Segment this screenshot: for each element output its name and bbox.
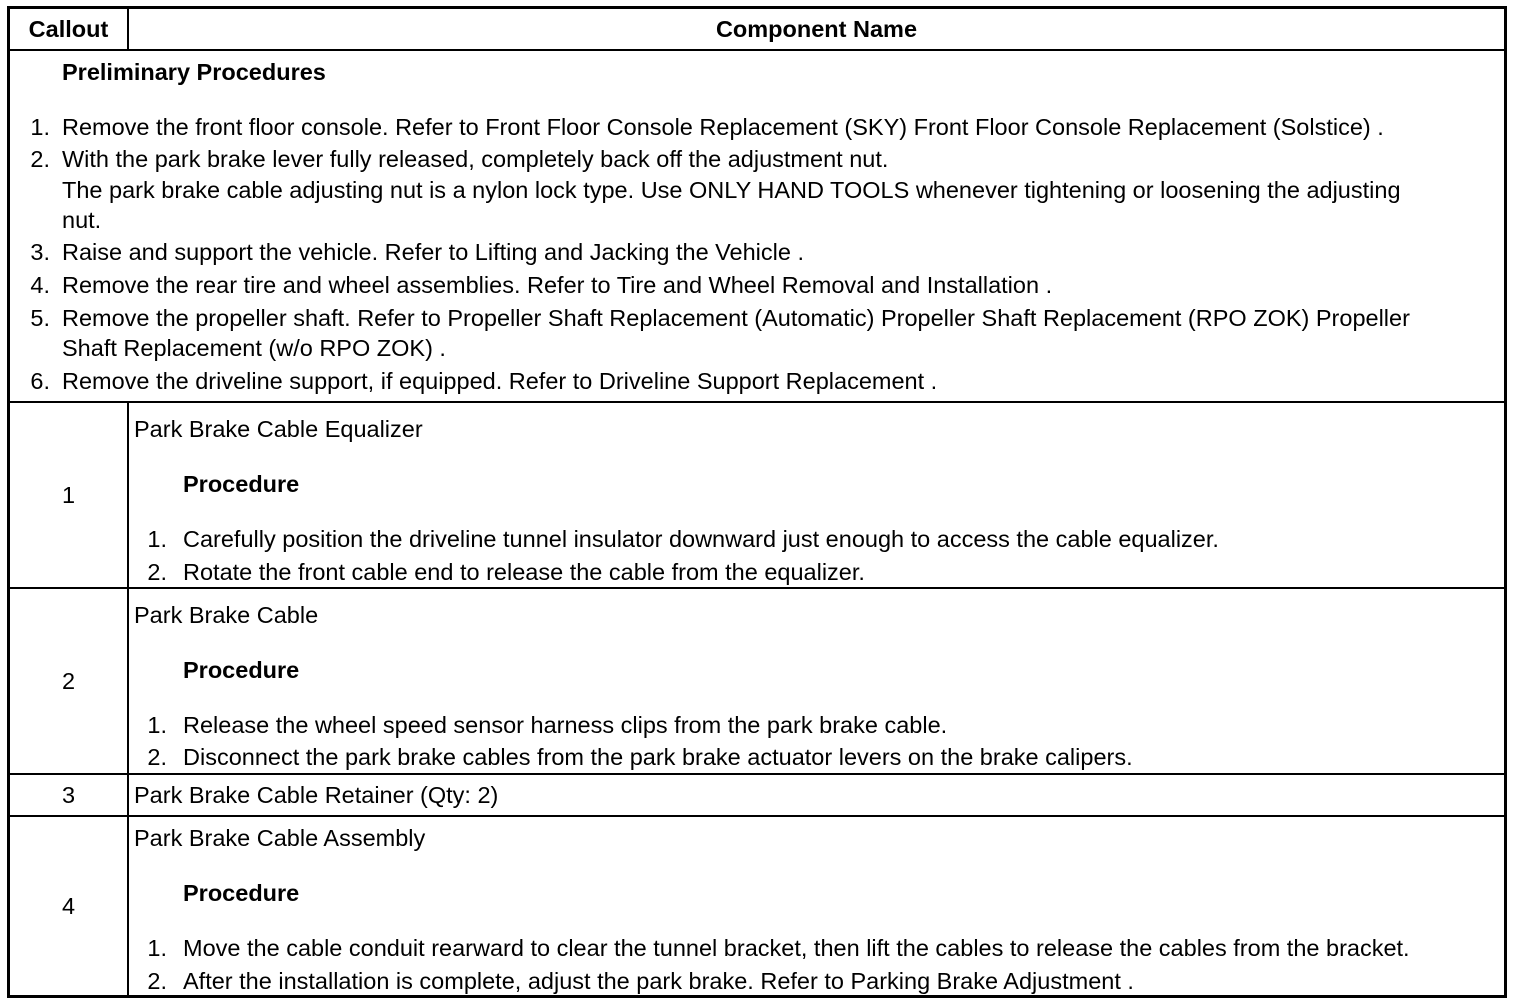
table-row [10, 403, 1504, 587]
prelim-step-text: Remove the driveline support, if equipped. Refer to Driveline Support Replacement . [62, 368, 938, 394]
procedure-step-text: After the installation is complete, adjust the park brake. Refer to Parking Brake Adjustment . [183, 968, 1134, 994]
procedure-step-text: Carefully position the driveline tunnel insulator downward just enough to access the cable equalizer. [183, 526, 1219, 552]
prelim-step-text: With the park brake lever fully released, completely back off the adjustment nut. [62, 146, 889, 172]
procedure-step-number: 2. [147, 744, 167, 770]
prelim-step-text: The park brake cable adjusting nut is a nylon lock type. Use ONLY HAND TOOLS whenever tightening or loosening the adjusting [62, 177, 1401, 203]
table-row [10, 817, 1504, 995]
prelim-step-text: Remove the front floor console. Refer to Front Floor Console Replacement (SKY) Front Floor Console Replacement (Solstice) . [62, 114, 1384, 140]
prelim-step-number: 5. [30, 305, 50, 331]
prelim-step-text: Raise and support the vehicle. Refer to Lifting and Jacking the Vehicle . [62, 239, 805, 265]
procedure-title: Procedure [183, 657, 300, 683]
procedure-step-text: Move the cable conduit rearward to clear the tunnel bracket, then lift the cables to release the cables from the bracket. [183, 935, 1410, 961]
header-callout: Callout [28, 16, 109, 42]
callout-number: 3 [61, 781, 76, 808]
prelim-step-text: Remove the rear tire and wheel assemblies. Refer to Tire and Wheel Removal and Installation . [62, 272, 1053, 298]
prelim-step-number: 2. [30, 146, 50, 172]
prelim-step-number: 6. [30, 368, 50, 394]
procedure-step-text: Rotate the front cable end to release the cable from the equalizer. [183, 559, 865, 585]
component-name: Park Brake Cable Equalizer [134, 416, 423, 442]
table-row [10, 589, 1504, 773]
preliminary-section [10, 51, 1504, 401]
prelim-step-number: 3. [30, 239, 50, 265]
procedure-step-text: Release the wheel speed sensor harness clips from the park brake cable. [183, 712, 948, 738]
callout-number: 4 [61, 892, 76, 919]
procedure-step-text: Disconnect the park brake cables from the park brake actuator levers on the brake calipers. [183, 744, 1133, 770]
procedure-step-number: 1. [147, 935, 167, 961]
procedure-step-number: 2. [147, 559, 167, 585]
callout-number: 1 [61, 481, 76, 508]
procedure-table [7, 6, 1507, 998]
header-component-name: Component Name [127, 9, 1504, 49]
table-row [10, 775, 1504, 815]
prelim-step-number: 1. [30, 114, 50, 140]
prelim-step-text: Remove the propeller shaft. Refer to Propeller Shaft Replacement (Automatic) Propeller Shaft Replacement (RPO ZOK) Propeller [62, 305, 1410, 331]
procedure-title: Procedure [183, 880, 300, 906]
prelim-step-text: Shaft Replacement (w/o RPO ZOK) . [62, 335, 446, 361]
procedure-title: Procedure [183, 471, 300, 497]
procedure-step-number: 2. [147, 968, 167, 994]
component-name: Park Brake Cable Assembly [134, 825, 426, 851]
procedure-step-number: 1. [147, 526, 167, 552]
component-name: Park Brake Cable Retainer (Qty: 2) [134, 782, 499, 808]
procedure-step-number: 1. [147, 712, 167, 738]
callout-number: 2 [61, 667, 76, 694]
preliminary-title: Preliminary Procedures [62, 59, 326, 85]
prelim-step-number: 4. [30, 272, 50, 298]
prelim-step-text: nut. [62, 207, 102, 233]
component-name: Park Brake Cable [134, 602, 319, 628]
